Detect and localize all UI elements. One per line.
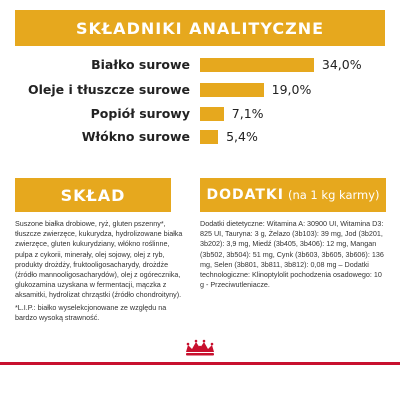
analytical-row-ash xyxy=(0,106,400,122)
analytical-row-protein xyxy=(0,57,400,73)
analytical-row-bar xyxy=(200,107,224,121)
analytical-row-fat xyxy=(0,82,400,98)
composition-header xyxy=(15,178,171,212)
analytical-row-bar xyxy=(200,130,218,144)
analytical-row-label: Białko surowe xyxy=(91,57,190,72)
composition-title: SKŁAD xyxy=(60,185,126,205)
additives-subtitle: (na 1 kg karmy) xyxy=(287,188,380,202)
analytical-constituents-header xyxy=(15,10,385,46)
analytical-row-bar xyxy=(200,83,264,97)
analytical-row-label: Oleje i tłuszcze surowe xyxy=(28,82,190,97)
analytical-row-value: 19,0% xyxy=(271,82,312,97)
additives-header xyxy=(200,178,386,212)
composition-footnote: *L.I.P.: białko wyselekcjonowane ze względu na bardzo wysoką strawność. xyxy=(15,303,167,323)
brand-footer-line xyxy=(0,362,400,365)
analytical-row-label: Włókno surowe xyxy=(81,129,190,144)
analytical-row-fibre xyxy=(0,129,400,145)
analytical-constituents-title: SKŁADNIKI ANALITYCZNE xyxy=(75,18,325,38)
analytical-row-value: 7,1% xyxy=(231,106,264,121)
additives-title: DODATKI xyxy=(206,187,284,203)
analytical-row-value: 34,0% xyxy=(321,57,362,72)
additives-text: Dodatki dietetyczne: Witamina A: 30900 UI, Witamina D3: 825 UI, Tauryna: 3 g, Żelazo (3b103): 39 mg, Jod (3b201, 3b202): 3,9 mg, Miedź (3b405, 3b406): 12 mg, Mangan (3b502, 3b504): 51 mg, Cynk (3b603, 3b605, 3b606): 136 mg, Selen (3b801, 3b811, 3b812): 0,08 mg – Dodatki technologiczne: Klinoptylolit pochodzenia osadowego: 10 g - Przeciwutleniacze. xyxy=(200,219,384,290)
royal-canin-crown-logo-icon xyxy=(172,338,228,360)
analytical-row-bar xyxy=(200,58,314,72)
composition-text: Suszone białka drobiowe, ryż, gluten pszenny*, tłuszcze zwierzęce, kukurydza, hydrolizowane białka zwierzęce, gluten kukurydziany, włókno roślinne, pulpa z cykorii, minerały, olej sojowy, olej z ryb, produkty drożdży, fruktooligosacharydy, drożdże (źródło mannooligosacharydów), olej z ogórecznika, glukozamina uzyskana w fermentacji, mączka z aksamitki, hydrolizat chrząstki (źródło chondroityny). xyxy=(15,219,183,300)
analytical-row-label: Popiół surowy xyxy=(90,106,190,121)
analytical-row-value: 5,4% xyxy=(226,129,258,144)
